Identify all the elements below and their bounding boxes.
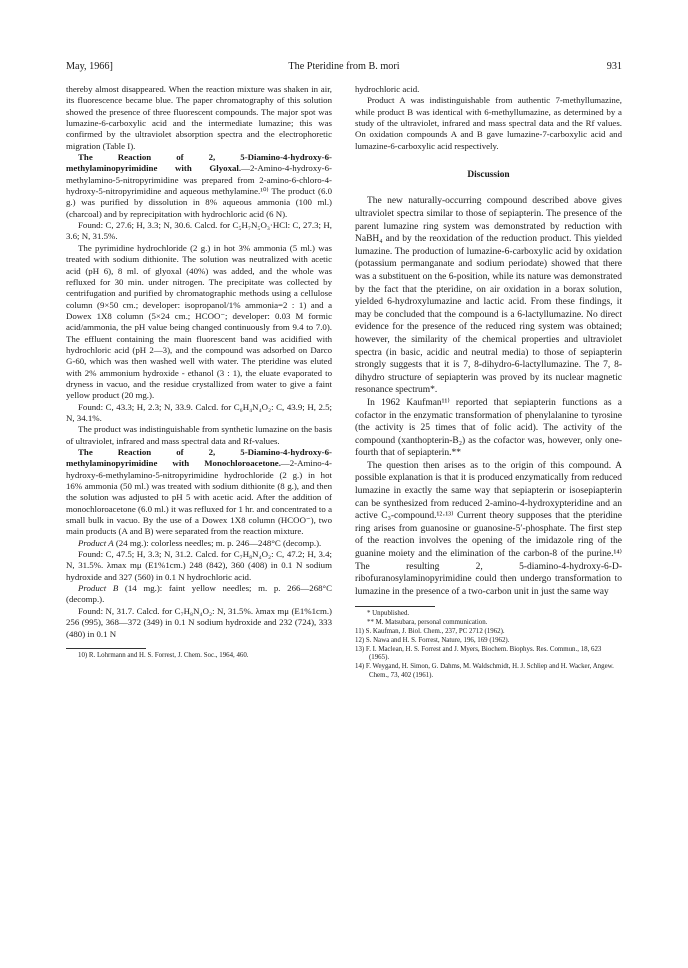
paragraph: The pyrimidine hydrochloride (2 g.) in hot 3% ammonia (5 ml.) was treated with sodium dithionite. The solution was neutralized with acetic acid (pH 6), 8 ml. of glyoxal (40%) was added, and the whole was refluxed for 30 min. under nitrogen. The precipitate was collected by centrifugation and purified by chromatographic methods using a cellulose column (9×50 cm.; developer: isopropanol/1% ammonia=2 : 1) and a Dowex 1X8 column (5×24 cm.; HCOO⁻; developer: 0.03 M formic acid/ammonia, the pH value being changed continuously from 9.4 to 7.0). The effluent containing the main fluorescent band was acidified with hydrochloric acid (pH 2—3), and the compound was adsorbed on Darco G-60, which was then washed well with water. The pteridine was eluted with 2% ammonium hydroxide - ethanol (3 : 1), the eluate evaporated to dryness in vacuo, and the residue crystallized from water to give a faint yellow product (20 mg.). [66,242,332,401]
footnote: ** M. Matsubara, personal communication. [367,619,488,627]
paragraph: Found: N, 31.7. Calcd. for C₇H₈N₄O₂: N, 31.5%. λmax mμ (E1%1cm.) 256 (995), 368—372 (349) in 0.1 N sodium hydroxide and 232 (724), 333 (480) in 0.1 N [66,605,332,639]
paragraph: The product was indistinguishable from synthetic lumazine on the basis of ultraviolet, infrared and mass spectral data and Rf-values. [66,424,332,446]
paragraph: hydrochloric acid. [355,84,420,94]
paragraph: The question then arises as to the origin of this compound. A possible explanation is that it is produced enzymatically from reduced lumazine in exactly the same way that sepiapterin or isosepiapterin can be synthesized from reduced 2-amino-4-hydroxypteridine and an active C₃-compound.¹²·¹³⁾ Current theory supposes that the pteridine ring arises from guanosine or guanosine-5′-phosphate. The first step of the reaction involves the opening of the imidazole ring of the guanine moiety and the elimination of the carbon-8 of the purine.¹⁴⁾ The resulting 2, 5-diamino-4-hydroxy-6-D-ribofuranosylaminopyrimidine could then undergo transformation to lumazine in the presence of a two-carbon unit in just the same way [355,460,622,597]
paragraph: The new naturally-occurring compound described above gives ultraviolet spectra similar to those of sepiapterin. The presence of the parent lumazine ring system was demonstrated by reduction with NaBH₄ and by the reoxidation of the reduction product. This yielded lumazine. The production of lumazine-6-carboxylic acid by oxidation (potassium permanganate and sodium periodate) showed that there was a substituent on the 6-position, while its nature was demonstrated by the fact that the pteridine, on air oxidation in a borax solution, yielded 6-hydroxylumazine and lactic acid. From these findings, it may be concluded that the compound is a 6-lactyllumazine. No direct evidence for the presence of the reduced ring system was obtained; however, the similarity of the chemical properties and ultraviolet spectra (in basic, acidic and neutral media) to those of sepiapterin strongly suggests that it is 7, 8-dihydro-6-lactyllumazine. The 7, 8-dihydro structure of sepiapterin was proved by its nuclear magnetic resonance spectrum*. [355,196,622,396]
footnote: * Unpublished. [367,610,410,618]
paragraph: Found: C, 43.3; H, 2.3; N, 33.9. Calcd. for C₆H₄N₄O₂: C, 43.9; H, 2.5; N, 34.1%. [66,401,332,423]
header-date: May, 1966] [66,61,113,72]
section-heading: Discussion [467,170,510,181]
paragraph: Product A was indistinguishable from authentic 7-methyllumazine, while product B was identical with 6-methyllumazine, as determined by a study of the ultraviolet, infrared and mass spectral data and the Rf values. On oxidation compounds A and B gave lumazine-7-carboxylic acid and lumazine-6-carboxylic acid respectively. [355,95,622,151]
paragraph: The Reaction of 2, 5-Diamino-4-hydroxy-6-methylaminopyrimidine with Monochloroacetone.—2-Amino-4-hydroxy-6-methylamino-5-nitropyrimidine hydrochloride (2 g.) in hot 16% ammonia (50 ml.) was treated with sodium dithionite (8 g.), and then the solution was adjusted to pH 5 with acetic acid. After the addition of monochloroacetone (6.0 ml.) it was refluxed for 1 hr. and concentrated to a small bulk in vacuo. By the use of a Dowex 1X8 column (HCOO⁻), two main products (A and B) were separated from the reaction mixture. [66,447,332,537]
header-title: The Pteridine from B. mori [288,61,400,72]
footnote: 10) R. Lohrmann and H. S. Forrest, J. Chem. Soc., 1964, 460. [78,651,249,659]
running-header [66,60,622,74]
paragraph: Found: C, 47.5; H, 3.3; N, 31.2. Calcd. for C₇H₈N₄O₂: C, 47.2; H, 3.4; N, 31.5%. λmax mμ (E1%1cm.) 248 (842), 360 (408) in 0.1 N sodium hydroxide and 327 (560) in 0.1 N hydrochloric acid. [66,549,332,582]
paragraph: In 1962 Kaufman¹¹⁾ reported that sepiapterin functions as a cofactor in the enzymatic transformation of phenylalanine to tyrosine (the activity is 25 times that of folic acid). The activity of the compound (xanthopterin-B₂) as the cofactor was, however, only one-fourth that of sepiapterin.** [355,397,622,459]
paragraph: The Reaction of 2, 5-Diamino-4-hydroxy-6-methylaminopyrimidine with Glyoxal.—2-Amino-4-hydroxy-6-methylamino-5-nitropyrimidine was prepared from 2-amino-6-chloro-4-hydroxy-5-nitropyrimidine and aqueous methylamine.¹⁰⁾ The product (6.0 g.) was purified by dissolution in 8% aqueous ammonia (100 ml.) (charcoal) and by reprecipitation with hydrochloric acid (6 N). [66,152,332,219]
footnote: 12) S. Nawa and H. S. Forrest, Nature, 196, 169 (1962). [355,636,510,644]
footnote: 14) F. Weygand, H. Simon, G. Dahms, M. Waldschmidt, H. J. Schliep and H. Wacker, Angew. Chem., 73, 402 (1961). [355,663,614,679]
paragraph: Found: C, 27.6; H, 3.3; N, 30.6. Calcd. for C₅H₇N₅O₃·HCl: C, 27.3; H, 3.6; N, 31.5%. [66,220,332,242]
footnote-divider [355,606,435,607]
footnote: 13) F. I. Maclean, H. S. Forrest and J. Myers, Biochem. Biophys. Res. Commun., 18, 623 (1965). [355,645,602,662]
section-heading: The Reaction of 2, 5-Diamino-4-hydroxy-6-methylaminopyrimidine with Glyoxal. [66,152,332,174]
section-heading: The Reaction of 2, 5-Diamino-4-hydroxy-6-methylaminopyrimidine with Monochloroacetone. [66,447,332,469]
right-column [355,84,622,681]
paragraph: thereby almost disappeared. When the reaction mixture was shaken in air, its fluorescence became blue. The paper chromatography of this solution showed the presence of three fluorescent compounds. The major spot was lumazine-6-carboxylic acid and the intermediate lumazine; this was confirmed by the ultraviolet absorption spectra and the electrophoretic migration (Table I). [66,84,332,151]
paragraph: Product A (24 mg.): colorless needles; m. p. 246—248°C (decomp.). [78,537,322,548]
paragraph: Product B (14 mg.): faint yellow needles; m. p. 266—268°C (decomp.). [66,583,332,605]
page-number: 931 [606,61,622,72]
left-column [66,84,332,661]
footnote-divider [66,648,146,649]
footnote: 11) S. Kaufman, J. Biol. Chem., 237, PC 2712 (1962). [355,628,505,635]
